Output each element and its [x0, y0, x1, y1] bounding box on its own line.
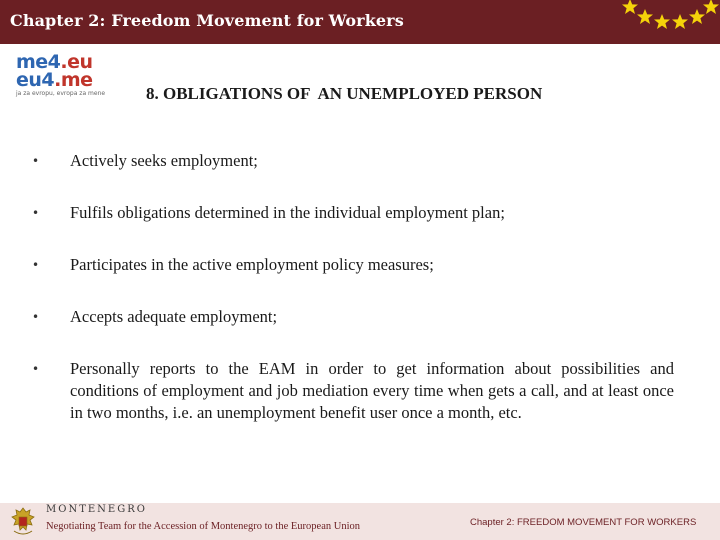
montenegro-emblem-icon — [4, 505, 42, 539]
bullet-text: Participates in the active employment policy measures; — [70, 255, 434, 274]
logo-tagline: ja za evropu, evropa za mene — [16, 90, 106, 97]
slide-title: 8. OBLIGATIONS OF AN UNEMPLOYED PERSON — [146, 84, 543, 103]
bullet-icon: • — [32, 154, 40, 168]
footer-chapter: Chapter 2: FREEDOM MOVEMENT FOR WORKERS — [470, 517, 697, 528]
bullet-icon: • — [32, 258, 40, 272]
bullet-text: Personally reports to the EAM in order to get information about possibilities and conditions of employment and job mediation every time when gets a call, and at least once in two months, i.e. an unemployment benefit user once a month, etc. — [70, 359, 674, 422]
bullet-text: Accepts adequate employment; — [70, 307, 278, 326]
footer-team: Negotiating Team for the Accession of Montenegro to the European Union — [46, 521, 360, 532]
bullet-icon: • — [32, 206, 40, 220]
bullet-icon: • — [32, 362, 40, 376]
logo-line-1: me4.eu — [16, 51, 93, 73]
bullet-text: Fulfils obligations determined in the individual employment plan; — [70, 203, 505, 222]
chapter-title: Chapter 2: Freedom Movement for Workers — [10, 11, 404, 30]
bullet-icon: • — [32, 310, 40, 324]
bullet-text: Actively seeks employment; — [70, 151, 258, 170]
logo-line-2: eu4.me — [16, 69, 93, 91]
me4eu-logo — [16, 53, 108, 99]
header-bar — [0, 0, 720, 44]
footer-country: MONTENEGRO — [46, 504, 147, 515]
